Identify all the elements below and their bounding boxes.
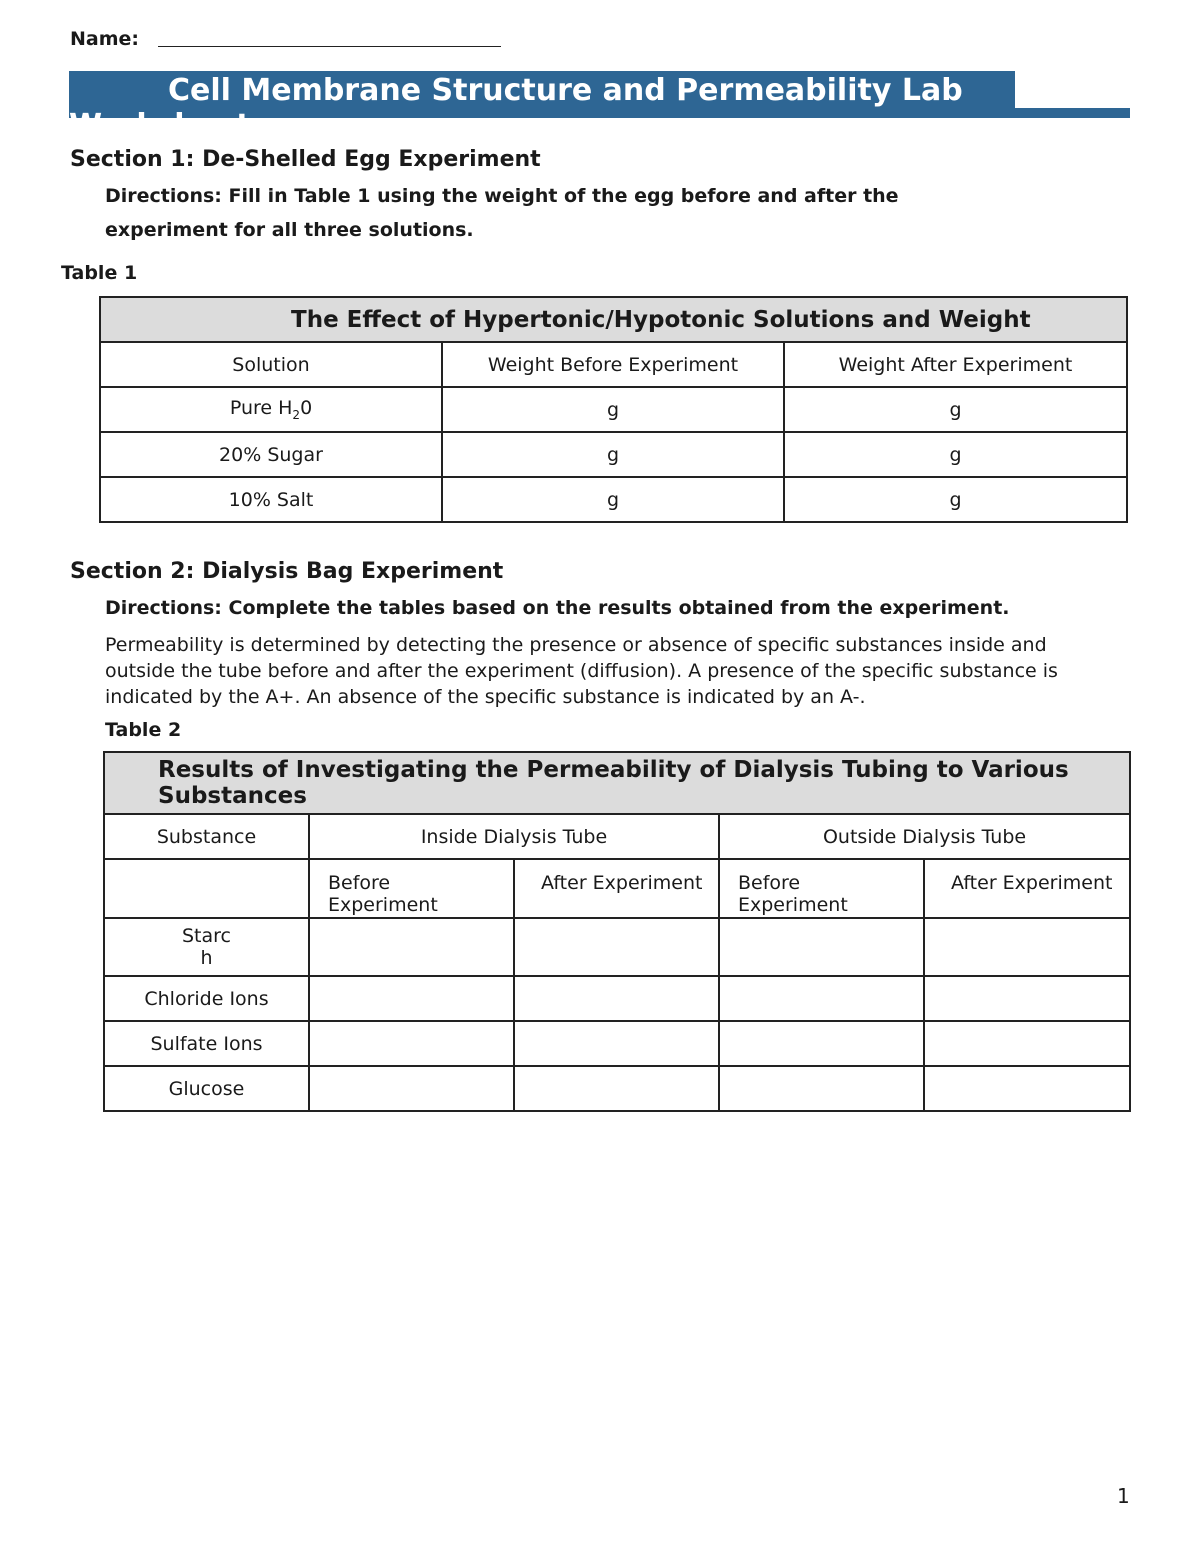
table2-empty-header-cell — [104, 859, 309, 918]
table1-caption: The Effect of Hypertonic/Hypotonic Solutions and Weight — [100, 297, 1127, 342]
table2-caption-line2: Substances — [158, 783, 307, 809]
table1-before-cell[interactable]: g — [442, 432, 784, 477]
name-label: Name: — [70, 28, 140, 50]
table1-after-cell[interactable]: g — [784, 432, 1127, 477]
table-row — [104, 1066, 1130, 1111]
table2-inside-before-header — [309, 859, 514, 918]
table2-input-cell[interactable] — [309, 976, 514, 1021]
substance-line2: h — [200, 947, 213, 969]
table-row — [104, 918, 1130, 976]
before-label-line1: Before — [328, 872, 391, 894]
table2-substance-cell: Glucose — [104, 1066, 309, 1111]
substance-line1: Starc — [182, 925, 231, 947]
title-banner-extension — [1015, 108, 1130, 118]
page-title: Cell Membrane Structure and Permeability Lab — [168, 73, 963, 108]
table2-input-cell[interactable] — [309, 1021, 514, 1066]
table2-input-cell[interactable] — [924, 1066, 1130, 1111]
section2-paragraph-line3: indicated by the A+. An absence of the specific substance is indicated by an A-. — [105, 686, 866, 708]
section1-title: Section 1: De-Shelled Egg Experiment — [70, 147, 541, 172]
table2-input-cell[interactable] — [309, 1066, 514, 1111]
table-row — [100, 387, 1127, 432]
section1-directions-line2: experiment for all three solutions. — [105, 219, 474, 241]
table2-substance-cell: Chloride Ions — [104, 976, 309, 1021]
table2-substance-cell: Sulfate Ions — [104, 1021, 309, 1066]
title-banner — [69, 71, 1015, 143]
table2-caption-line1: Results of Investigating the Permeability of Dialysis Tubing to Various — [158, 757, 1069, 783]
section2-directions: Directions: Complete the tables based on the results obtained from the experiment. — [105, 597, 1010, 619]
solution-prefix: Pure H — [229, 397, 293, 420]
table2-input-cell[interactable] — [924, 918, 1130, 976]
solution-suffix: 0 — [300, 397, 313, 420]
table1-col-after: Weight After Experiment — [784, 342, 1127, 387]
table2-caption — [104, 752, 1130, 814]
table1-label: Table 1 — [61, 262, 138, 284]
table-row — [100, 432, 1127, 477]
table1-after-cell[interactable]: g — [784, 477, 1127, 522]
table-row — [104, 1021, 1130, 1066]
table2-input-cell[interactable] — [514, 1066, 719, 1111]
table1 — [99, 296, 1128, 523]
table2-col-substance: Substance — [104, 814, 309, 859]
table2-substance-cell — [104, 918, 309, 976]
before-label-line1: Before — [738, 872, 801, 894]
table2-label: Table 2 — [105, 719, 182, 741]
before-label-line2: Experiment — [328, 894, 438, 916]
table2-input-cell[interactable] — [924, 976, 1130, 1021]
before-label-line2: Experiment — [738, 894, 848, 916]
solution-subscript: 2 — [292, 407, 301, 422]
table1-before-cell[interactable]: g — [442, 387, 784, 432]
table1-solution-cell: 20% Sugar — [100, 432, 442, 477]
page-number: 1 — [1117, 1484, 1130, 1508]
name-input-line[interactable] — [158, 46, 501, 47]
table2-input-cell[interactable] — [514, 918, 719, 976]
table2-outside-before-header — [719, 859, 924, 918]
table2-input-cell[interactable] — [719, 1021, 924, 1066]
page-title-continued: Worksheet — [69, 108, 251, 143]
table1-solution-cell: 10% Salt — [100, 477, 442, 522]
table2-input-cell[interactable] — [514, 976, 719, 1021]
table2-input-cell[interactable] — [514, 1021, 719, 1066]
table2-input-cell[interactable] — [719, 976, 924, 1021]
table2-input-cell[interactable] — [719, 1066, 924, 1111]
table2-input-cell[interactable] — [924, 1021, 1130, 1066]
table1-before-cell[interactable]: g — [442, 477, 784, 522]
table2-col-outside: Outside Dialysis Tube — [719, 814, 1130, 859]
table-row — [100, 477, 1127, 522]
table-row — [104, 976, 1130, 1021]
table2-inside-after-header: After Experiment — [514, 859, 719, 918]
section2-paragraph-line1: Permeability is determined by detecting the presence or absence of specific substances inside and — [105, 634, 1047, 656]
table2 — [103, 751, 1131, 1112]
table2-outside-after-header: After Experiment — [924, 859, 1130, 918]
section1-directions-line1: Directions: Fill in Table 1 using the weight of the egg before and after the — [105, 185, 899, 207]
section2-title: Section 2: Dialysis Bag Experiment — [70, 559, 504, 584]
section2-paragraph-line2: outside the tube before and after the experiment (diffusion). A presence of the specific substance is — [105, 660, 1058, 682]
table1-col-before: Weight Before Experiment — [442, 342, 784, 387]
table2-col-inside: Inside Dialysis Tube — [309, 814, 719, 859]
table1-solution-cell — [100, 387, 442, 432]
table1-col-solution: Solution — [100, 342, 442, 387]
table1-after-cell[interactable]: g — [784, 387, 1127, 432]
table2-input-cell[interactable] — [719, 918, 924, 976]
table2-input-cell[interactable] — [309, 918, 514, 976]
